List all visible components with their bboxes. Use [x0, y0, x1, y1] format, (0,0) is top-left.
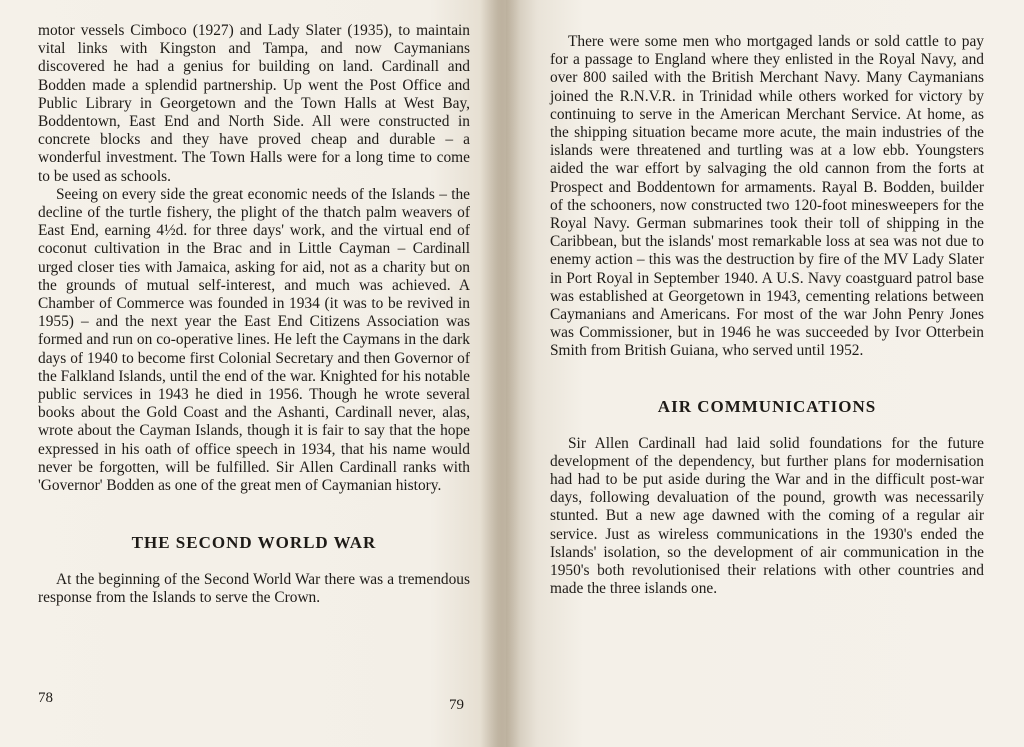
page-number-left: 78	[38, 690, 53, 706]
left-page	[0, 0, 506, 747]
left-paragraph-2: Seeing on every side the great economic needs of the Islands – the decline of the turtle fishery, the plight of the thatch palm weavers of East End, earning 4½d. for three days' work, and the virtual end of coconut cultivation in the Brac and in Little Cayman – Cardinall urged closer ties with Jamaica, asking for aid, not as a charity but on the grounds of mutual self-interest, and much was achieved. A Chamber of Commerce was founded in 1934 (it was to be revived in 1955) – and the next year the East End Citizens Association was formed and run on co-operative lines. He left the Caymans in the dark days of 1940 to become first Colonial Secretary and then Governor of the Falkland Islands, until the end of the war. Knighted for his notable public services in 1943 he died in 1956. Though he wrote several books about the Gold Coast and the Ashanti, Cardinall never, alas, wrote about the Cayman Islands, though it is fair to say that the hope expressed in his oath of office speech in 1934, that his name would never be forgotten, will be fulfilled. Sir Allen Cardinall ranks with 'Governor' Bodden as one of the great men of Caymanian history.	[38, 185, 470, 495]
section-heading-air-communications: AIR COMMUNICATIONS	[657, 396, 877, 416]
right-page	[506, 0, 1024, 747]
right-paragraph-2: Sir Allen Cardinall had laid solid foundations for the future development of the dependency, but further plans for modernisation had had to be put aside during the War and in the difficult post-war days, following devaluation of the pound, growth was necessarily stunted. But a new age dawned with the coming of a regular air service. Just as wireless communications in the 1930's ended the Islands' isolation, so the development of air communication in the 1950's both revolutionised their relations with other countries and made the three islands one.	[550, 434, 984, 598]
section-heading-second-world-war: THE SECOND WORLD WAR	[131, 533, 377, 553]
right-paragraph-1: There were some men who mortgaged lands or sold cattle to pay for a passage to England where they enlisted in the Royal Navy, and over 800 sailed with the British Merchant Navy. Many Caymanians joined the R.N.V.R. in Trinidad while others worked for victory by continuing to serve in the American Merchant Service. At home, as the shipping situation became more acute, the main industries of the islands were threatened and turtling was at a low ebb. Youngsters aided the war effort by salvaging the old cannon from the forts at Prospect and Boddentown for armaments. Rayal B. Bodden, builder of the schooners, now constructed two 120-foot minesweepers for the Royal Navy. German submarines took their toll of shipping in the Caribbean, but the islands' most remarkable loss at sea was not due to enemy action – this was the destruction by fire of the MV Lady Slater in Port Royal in September 1940. A U.S. Navy coastguard patrol base was established at Georgetown in 1943, cementing relations between Caymanians and Americans. For most of the war John Penry Jones was Commissioner, but in 1946 he was succeeded by Ivor Otterbein Smith from British Guiana, who served until 1952.	[550, 33, 984, 360]
page-number-right: 79	[449, 697, 464, 713]
left-paragraph-1: motor vessels Cimboco (1927) and Lady Slater (1935), to maintain vital links with Kingston and Tampa, and now Caymanians discovered he had a genius for building on land. Cardinall and Bodden made a splendid partnership. Up went the Post Office and Public Library in Georgetown and the Town Halls at West Bay, Boddentown, East End and North Side. All were constructed in concrete blocks and they have proved cheap and durable – a wonderful investment. The Town Halls were for a long time to come to be used as schools.	[38, 22, 470, 185]
left-paragraph-3: At the beginning of the Second World War there was a tremendous response from the Islands to serve the Crown.	[38, 571, 470, 607]
